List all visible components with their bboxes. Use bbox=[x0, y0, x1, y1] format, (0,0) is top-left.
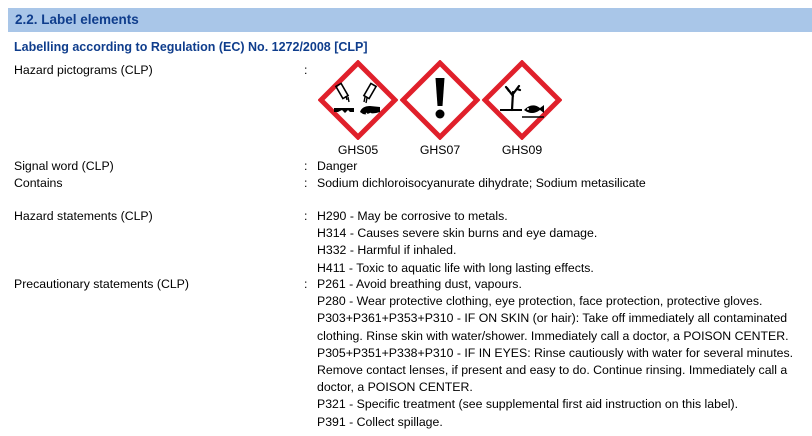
precautionary-statement: P321 - Specific treatment (see supplemental first aid instruction on this label). bbox=[317, 397, 739, 412]
hazard-statement: H332 - Harmful if inhaled. bbox=[317, 243, 457, 258]
exclamation-mark-icon bbox=[400, 60, 480, 140]
hazard-statements-label: Hazard statements (CLP) bbox=[14, 209, 153, 223]
precautionary-statement: doctor, a POISON CENTER. bbox=[317, 380, 473, 395]
pictogram-code: GHS09 bbox=[501, 143, 543, 157]
precautionary-statement: P305+P351+P338+P310 - IF IN EYES: Rinse cautiously with water for several minutes. bbox=[317, 345, 794, 360]
signal-word-value: Danger bbox=[317, 159, 358, 173]
hazard-statements-list bbox=[317, 208, 597, 277]
hazard-statement: H290 - May be corrosive to metals. bbox=[317, 209, 508, 223]
regulation-subheading: Labelling according to Regulation (EC) No. 1272/2008 [CLP] bbox=[14, 40, 368, 54]
colon: : bbox=[304, 209, 308, 223]
pictogram-code: GHS05 bbox=[337, 143, 379, 157]
section-title: 2.2. Label elements bbox=[15, 12, 139, 27]
precautionary-statement: Remove contact lenses, if present and easy to do. Continue rinsing. Immediately call a bbox=[317, 362, 788, 377]
precautionary-statement: clothing. Rinse skin with water/shower. Immediately call a doctor, a POISON CENTER. bbox=[317, 328, 789, 343]
colon: : bbox=[304, 63, 308, 77]
precautionary-statements-label: Precautionary statements (CLP) bbox=[14, 277, 189, 291]
section-header bbox=[8, 8, 812, 32]
corrosion-icon bbox=[318, 60, 398, 140]
colon: : bbox=[304, 277, 308, 291]
signal-word-label: Signal word (CLP) bbox=[14, 159, 114, 173]
contains-label: Contains bbox=[14, 176, 63, 190]
precautionary-statement: P280 - Wear protective clothing, eye protection, face protection, protective gloves. bbox=[317, 294, 763, 309]
hazard-statement: H314 - Causes severe skin burns and eye damage. bbox=[317, 226, 598, 241]
colon: : bbox=[304, 159, 308, 173]
hazard-pictograms-label: Hazard pictograms (CLP) bbox=[14, 63, 153, 77]
pictogram-code: GHS07 bbox=[419, 143, 461, 157]
precautionary-statement: P261 - Avoid breathing dust, vapours. bbox=[317, 277, 522, 291]
contains-value: Sodium dichloroisocyanurate dihydrate; Sodium metasilicate bbox=[317, 176, 646, 190]
precautionary-statements-list bbox=[317, 276, 793, 431]
colon: : bbox=[304, 176, 308, 190]
precautionary-statement: P391 - Collect spillage. bbox=[317, 414, 443, 429]
environment-icon bbox=[482, 60, 562, 140]
hazard-statement: H411 - Toxic to aquatic life with long lasting effects. bbox=[317, 260, 594, 275]
precautionary-statement: P303+P361+P353+P310 - IF ON SKIN (or hair): Take off immediately all contaminated bbox=[317, 311, 788, 326]
